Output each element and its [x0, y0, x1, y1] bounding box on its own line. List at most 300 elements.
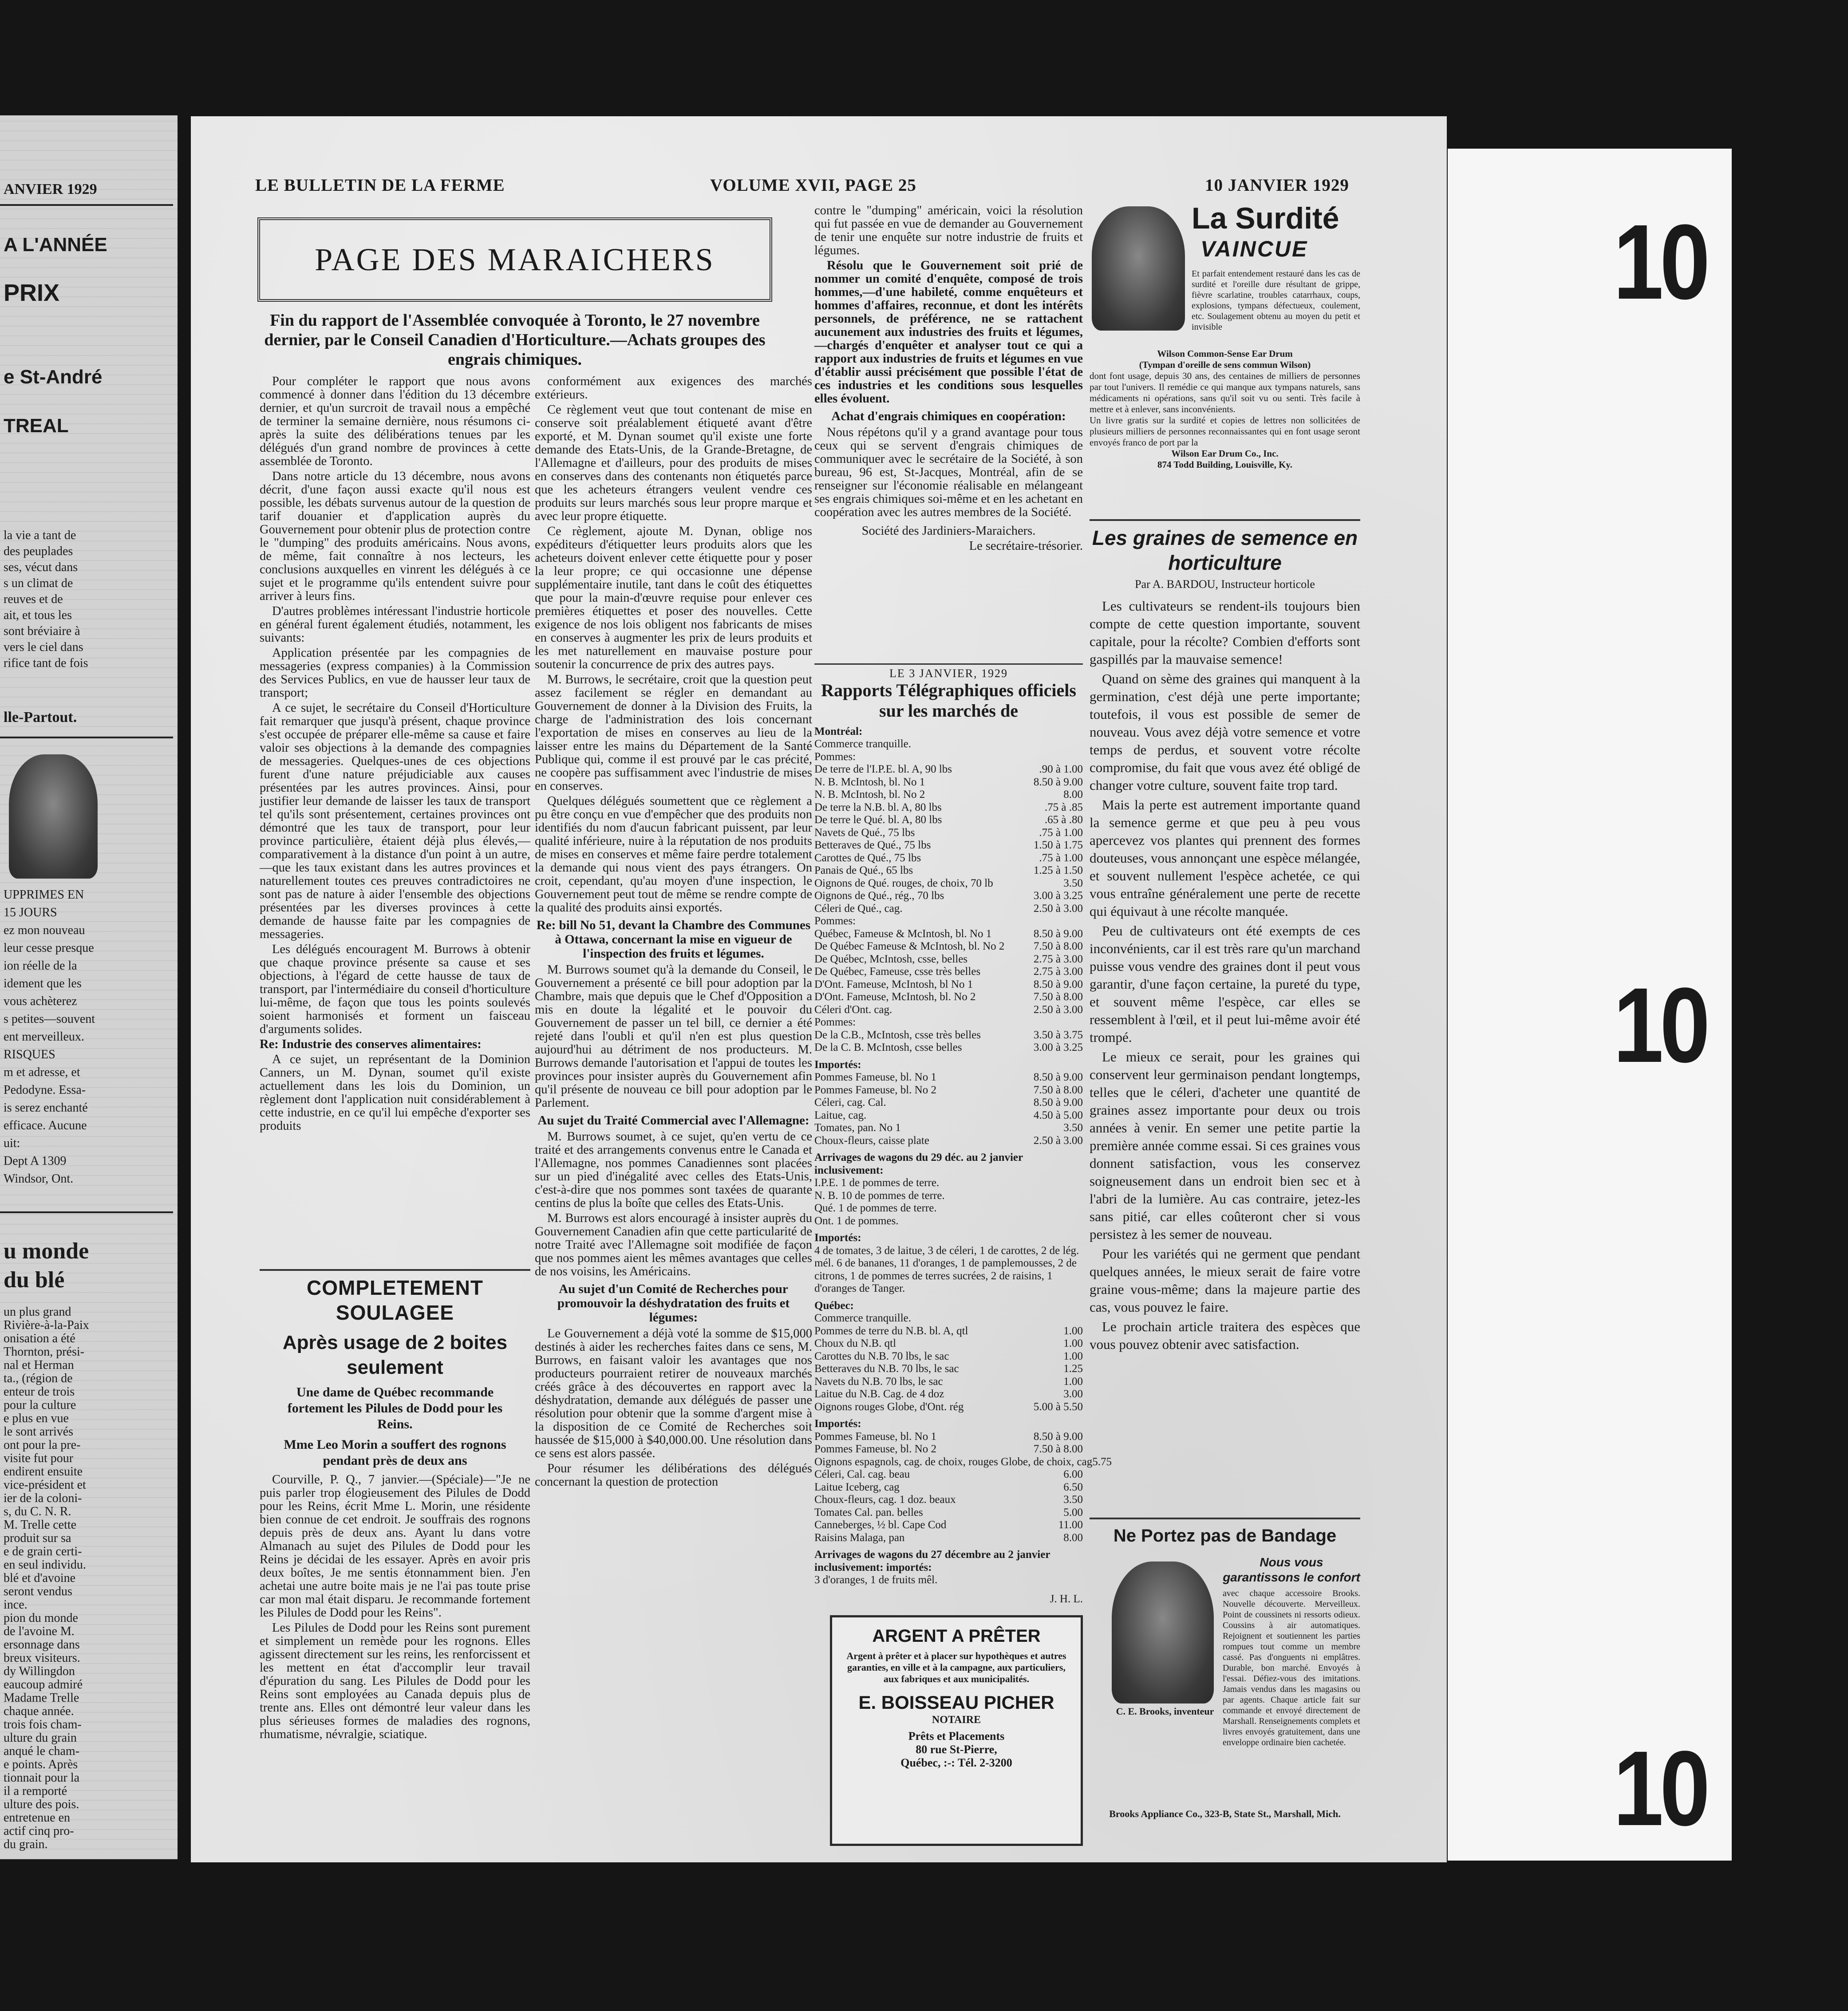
- article-paragraph: Peu de cultivateurs ont été exempts de ces inconvénients, car il est très rare qu'un marchand puisse vous vendre des graines dont il peut vous garantir, d'une façon certaine, la pureté du type, et souvent même l'espèce, car elles se ressemblent à l'œil, et il peut lui-même avoir été trompé.: [1090, 923, 1360, 1045]
- prev-header-1: A L'ANNÉE: [4, 234, 107, 256]
- row-product: D'Ont. Fameuse, McIntosh, bl No 1: [814, 978, 973, 990]
- bandage-advertisement: [1090, 1518, 1360, 1857]
- article-byline: Par A. BARDOU, Instructeur horticole: [1135, 578, 1315, 591]
- row-price: 7.50 à 8.00: [1033, 1443, 1083, 1455]
- row-price: .75 à 1.00: [1039, 826, 1083, 839]
- prev-text-line: ince.: [4, 1598, 28, 1612]
- row-product: Céleri de Qué., cag.: [814, 902, 903, 915]
- row-product: Choux-fleurs, caisse plate: [814, 1134, 929, 1147]
- column-2-paragraph: conformément aux exigences des marchés extérieurs.: [535, 375, 812, 402]
- section-title: PAGE DES MARAICHERS: [257, 217, 772, 302]
- column-1-paragraph: Dans notre article du 13 décembre, nous avons décrit, d'une façon aussi exacte qu'il nous est possible, les débats survenus autour de la question de tarif douanier et d'application auprès du Gouvernement pour obtenir plus de protection contre le "dumping" des produits américains. Nous avons, de même, fait connaître à nos lecteurs, les conclusions auxquelles en vinrent les délégués à ce sujet et le programme qu'ils entendent suivre pour arriver à leurs fins.: [260, 469, 530, 603]
- row-price: 8.50 à 9.00: [1033, 1430, 1083, 1443]
- row-product: Pommes:: [814, 915, 856, 927]
- table-row: [814, 928, 1083, 941]
- row-price: 1.50 à 1.75: [1033, 839, 1083, 851]
- prev-text-line: onisation a été: [4, 1332, 75, 1345]
- prev-text-line: le sont arrivés: [4, 1425, 74, 1439]
- prev-text-line: e plus en vue: [4, 1412, 69, 1425]
- page-number-middle: 10: [1613, 966, 1706, 1084]
- surdite-product: Wilson Common-Sense Ear Drum: [1157, 348, 1293, 359]
- prev-text-line: vers le ciel dans: [4, 640, 83, 654]
- table-row: [814, 1532, 1083, 1545]
- importes-3-table: [814, 1430, 1112, 1545]
- table-row: [814, 915, 1083, 928]
- prev-header-3: e St-André: [4, 366, 103, 388]
- bandage-text: avec chaque accessoire Brooks. Nouvelle découverte. Merveilleux. Point de coussinets ni ressorts odieux. Coussins à air automatiques. Rejoignent et soutiennent les parties rompues tout comme un membre cassé. Pas d'onguents ni emplâtres. Durable, bon marché. Envoyés à l'essai. Défiez-vous des imitations. Jamais vendus dans les magasins ou par agents. Chaque article fait sur commande et envoyé directement de Marshall. Renseignements complets et livres envoyés gratuitement, dans une enveloppe ordinaire bien cachetée.: [1223, 1589, 1360, 1747]
- row-price: 1.25 à 1.50: [1033, 864, 1083, 876]
- surdite-subtitle: VAINCUE: [1200, 237, 1308, 261]
- page-number-bottom: 10: [1613, 1729, 1706, 1848]
- argent-city: Québec, :-: Tél. 2-3200: [900, 1756, 1012, 1769]
- row-product: Choux du N.B. qtl: [814, 1337, 896, 1349]
- importes-3-label: Importés:: [814, 1418, 861, 1430]
- table-row: [814, 1071, 1083, 1084]
- column-3-heading: Achat d'engrais chimiques en coopération:: [831, 409, 1066, 423]
- column-2-heading-bill: Re: bill No 51, devant la Chambre des Communes à Ottawa, concernant la mise en vigueur de l'inspection des fruits et légumes.: [536, 918, 811, 961]
- table-row: [814, 1084, 1083, 1097]
- row-price: 3.50 à 3.75: [1033, 1029, 1083, 1041]
- table-row: [814, 1325, 1083, 1338]
- section-subtitle: Fin du rapport de l'Assemblée convoquée à Toronto, le 27 novembre dernier, par le Conseil Canadien d'Horticulture.—Achats groupes des engrais chimiques.: [264, 311, 766, 369]
- table-row: [814, 839, 1083, 852]
- prev-text-line: e points. Après: [4, 1758, 78, 1771]
- row-product: D'Ont. Fameuse, McIntosh, bl. No 2: [814, 991, 976, 1003]
- prev-text-line: blé et d'avoine: [4, 1571, 76, 1585]
- prev-text-line: Thornton, prési-: [4, 1345, 84, 1359]
- row-product: N. B. McIntosh, bl. No 1: [814, 776, 925, 788]
- table-row: [814, 1455, 1112, 1469]
- table-row: [814, 738, 1083, 751]
- row-product: Laitue du N.B. Cag. de 4 doz: [814, 1388, 944, 1400]
- prev-ad-line: ion réelle de la: [4, 959, 77, 973]
- column-2-paragraph: Ce règlement veut que tout contenant de mise en conserve soit préalablement étiqueté avant d'être exporté, et M. Dynan soumet qu'il existe une forte demande des Etats-Unis, de la Grande-Bretagne, de l'Allemagne et d'ailleurs, pour des produits de mises en conserves dans des contenants non étiquetés parce que les acheteurs étrangers veulent vendre ces produits sur leurs marchés sous leur propre marque et avec leur propre étiquette.: [535, 403, 812, 523]
- foot-illustration: [9, 754, 98, 879]
- row-product: De terre de l'I.P.E. bl. A, 90 lbs: [814, 763, 952, 775]
- row-product: Navets du N.B. 70 lbs, le sac: [814, 1375, 943, 1388]
- row-price: 1.25: [1063, 1363, 1083, 1375]
- bandage-caption: C. E. Brooks, inventeur: [1116, 1706, 1214, 1717]
- column-1-paragraph: D'autres problèmes intéressant l'industrie horticole en général furent également étudiés, notamment, les suivants:: [260, 604, 530, 645]
- dodd-paragraph-1: Courville, P. Q., 7 janvier.—(Spéciale)—"Je ne puis parler trop élogieusement des Pilules de Dodd pour les Reins, écrit Mme L. Morin, une résidente bien connue de cet endroit. Je souffrais des rognons depuis près de deux ans. Ayant lu dans votre Almanach au sujet des Pilules de Dodd pour les Reins je décidai de les essayer. Après en avoir pris deux boîtes, Je me sentis étonnamment bien. J'en achetai une autre boite mais je ne l'ai pas toute prise car mon mal était disparu. Je recommande fortement les Pilules de Dodd pour les Reins".: [260, 1473, 530, 1620]
- column-3-paragraph: Nous répétons qu'il y a grand avantage pour tous ceux qui se servent d'engrais chimiques de communiquer avec le secrétaire de la Société, à son bureau, 96 est, St-Jacques, Montréal, afin de se renseigner sur l'économie réalisable en mélangeant ses engrais chimiques soi-même et en les achetant en coopération avec les autres membres de la Société.: [814, 426, 1083, 519]
- prev-text-line: s un climat de: [4, 576, 73, 590]
- table-row: [814, 1109, 1083, 1122]
- dodd-subheadline: Une dame de Québec recommande fortement les Pilules de Dodd pour les Reins.: [287, 1385, 503, 1431]
- prev-ad-line: Pedodyne. Essa-: [4, 1083, 86, 1097]
- row-product: Tomates Cal. pan. belles: [814, 1506, 923, 1518]
- surdite-company: Wilson Ear Drum Co., Inc.: [1171, 448, 1279, 459]
- quebec-table: [814, 1312, 1083, 1413]
- prev-ad-line: vous achèterez: [4, 994, 77, 1008]
- row-price: .75 à 1.00: [1039, 852, 1083, 864]
- man-listening-illustration: [1092, 206, 1185, 331]
- row-price: 8.50 à 9.00: [1033, 978, 1083, 990]
- table-row: [814, 864, 1083, 877]
- row-price: 8.00: [1063, 789, 1083, 800]
- article-paragraph: Les cultivateurs se rendent-ils toujours bien compte de cette question importante, souvent capitale, pour la récolte? Combien d'efforts sont gaspillés par la mauvaise semence!: [1090, 598, 1360, 667]
- divider: [0, 737, 173, 738]
- prev-text-line: anqué le cham-: [4, 1744, 80, 1758]
- table-row: [814, 877, 1083, 890]
- column-1-heading: Re: Industrie des conserves alimentaires:: [260, 1037, 482, 1051]
- surdite-product-fr: (Tympan d'oreille de sens commun Wilson): [1139, 359, 1311, 370]
- prev-ad-line: s petites—souvent: [4, 1012, 95, 1026]
- row-price: 3.50: [1063, 877, 1083, 889]
- row-price: 2.75 à 3.00: [1033, 953, 1083, 965]
- row-price: .75 à .85: [1044, 801, 1083, 813]
- column-2-heading-comite: Au sujet d'un Comité de Recherches pour promouvoir la déshydratation des fruits et légumes:: [557, 1282, 790, 1325]
- surdite-text: Et parfait entendement restauré dans les cas de surdité et l'oreille dure résultant de grippe, fièvre scarlatine, troubles catarrhaux, coups, explosions, tympans défectueux, coulement, etc. Soulagement obtenu au moyen du petit et invisible: [1192, 269, 1360, 332]
- table-row: [814, 978, 1083, 991]
- dodd-advertisement: [260, 1269, 530, 1870]
- table-row: [814, 903, 1083, 915]
- prev-text-line: nal et Herman: [4, 1358, 74, 1372]
- row-price: 8.50 à 9.00: [1033, 1071, 1083, 1083]
- portrait-illustration: [1112, 1561, 1214, 1703]
- table-row: [814, 1519, 1083, 1532]
- prev-text-line: pour la culture: [4, 1398, 76, 1412]
- article-paragraph: Quand on sème des graines qui manquent à la germination, c'est déjà une perte importante; toutefois, il vous est possible de semer de nouveau. Vous avez déjà votre semence et votre temps de perdus, et souvent votre récolte compromise, du fait que vous avez été obligé de changer votre culture, souvent faite trop tard.: [1090, 671, 1360, 793]
- table-row: [814, 751, 1083, 764]
- table-row: [814, 1401, 1083, 1414]
- table-row: [814, 801, 1083, 814]
- previous-page: [0, 115, 178, 1859]
- column-1-paragraph: A ce sujet, le secrétaire du Conseil d'Horticulture fait remarquer que jusqu'à présent, chaque province s'est occupée de préparer elle-même sa cause et faire valoir ses objections à la demande des compagnies de messageries. Quelques-unes de ces objections furent d'une nature préjudiciable aux causes présentées par les autres provinces. Ainsi, pour justifier leur demande de laisser les taux de transport tel qu'ils sont présentement, certaines provinces ont démontré que les taux de transport, pour leur province particulière, étaient déjà plus élevés,—comparativement à la distance d'un point à un autre,—que les taux existant dans les autres provinces et naturellement toutes ces preuves contradictoires ne sont pas de nature à aider l'ensemble des objections présentées par les diverses provinces à cette demande de hausse faite par les compagnies de messageries.: [260, 701, 530, 941]
- prev-text-line: vice-président et: [4, 1478, 86, 1492]
- table-row: [814, 1431, 1083, 1443]
- prev-ad-line: Dept A 1309: [4, 1154, 67, 1168]
- column-4: [1090, 519, 1360, 1515]
- prev-ad-line: idement que les: [4, 977, 82, 990]
- column-1: [260, 375, 530, 1205]
- table-row: [814, 763, 1083, 776]
- row-product: Québec, Fameuse & McIntosh, bl. No 1: [814, 927, 992, 940]
- prev-text-line: ses, vécut dans: [4, 560, 78, 574]
- argent-address: 80 rue St-Pierre,: [916, 1743, 997, 1756]
- prev-text-line: ta., (région de: [4, 1372, 73, 1385]
- table-row: [814, 1481, 1083, 1494]
- prev-text-line: tionnait pour la: [4, 1771, 80, 1785]
- article-paragraphs: [1090, 597, 1360, 1353]
- masthead-center: VOLUME XVII, PAGE 25: [710, 176, 916, 195]
- article-title: Les graines de semence en horticulture: [1092, 526, 1358, 574]
- column-1-paragraphs: [260, 375, 530, 1036]
- market-report: [814, 663, 1112, 1605]
- prev-text-line: reuves et de: [4, 592, 63, 606]
- row-product: Oignons rouges Globe, d'Ont. rég: [814, 1400, 964, 1413]
- table-row: [814, 789, 1083, 801]
- arrivages-2-text: 3 d'oranges, 1 de fruits mêl.: [814, 1574, 938, 1586]
- prev-text-line: ier de la coloni-: [4, 1491, 82, 1505]
- row-product: Céleri, Cal. cag. beau: [814, 1468, 910, 1480]
- prev-ad-line: m et adresse, et: [4, 1065, 80, 1079]
- row-product: Pommes de terre du N.B. bl. A, qtl: [814, 1325, 968, 1337]
- column-2-paragraph: M. Burrows, le secrétaire, croit que la question peut assez facilement se régler en demandant au Gouvernement de donner à la Division des Fruits, la charge de l'administration des lois concernant l'exportation de mises en conserves au lieu de la laisser entre les mains du Département de la Santé Publique qui, comme il est prouvé par le cas précité, ne coopère pas suffisamment avec l'industrie de mises en conserves.: [535, 673, 812, 793]
- prev-text-line: endirent ensuite: [4, 1465, 83, 1479]
- prev-text-line: entretenue en: [4, 1811, 71, 1825]
- row-product: Commerce tranquille.: [814, 1312, 911, 1324]
- prev-text-line: chaque année.: [4, 1704, 74, 1718]
- prev-ad-line: uit:: [4, 1136, 20, 1150]
- table-row: [814, 1122, 1083, 1135]
- row-product: Commerce tranquille.: [814, 738, 911, 750]
- column-2-paragraphs: [535, 375, 812, 915]
- prev-title-2: u monde: [4, 1238, 89, 1264]
- column-2-paragraph-bill: M. Burrows soumet qu'à la demande du Conseil, le Gouvernement a présenté ce bill pour adoption par la Chambre, mais que depuis que le Chef d'Opposition a mis en doute la légalité et le pouvoir du Gouvernement de passer un tel bill, ce dernier a été rejeté dans l'oubli et qu'il n'en est plus question aujourd'hui au détriment de nos producteurs. M. Burrows demande l'autorisation et l'appui de toutes les provinces pour insister auprès du Gouvernement afin qu'il présente de nouveau ce bill pour adoption par le Parlement.: [535, 963, 812, 1110]
- row-product: Pommes Fameuse, bl. No 2: [814, 1084, 936, 1096]
- table-row: [814, 890, 1083, 903]
- row-price: 8.50 à 9.00: [1033, 776, 1083, 788]
- article-paragraph: Pour les variétés qui ne germent que pendant quelques années, le mieux serait de faire votre graine vous-même; dans la majeure partie des cas, vous pouvez le faire.: [1090, 1246, 1360, 1315]
- row-product: De terre la N.B. bl. A, 80 lbs: [814, 801, 942, 813]
- article-paragraph: Mais la perte est autrement importante quand la semence germe et que peu à peu vous apercevez vos plantes qui prennent des formes douteuses, vous annonçant une espèce mélangée, et souvent nullement l'espèce achetée, ce qui vous entraîne généralement une perte de recette qui équivaut à une récolte manquée.: [1090, 797, 1360, 919]
- table-row: [814, 827, 1083, 840]
- row-product: Laitue, cag.: [814, 1109, 867, 1121]
- prev-text-line: ont pour la pre-: [4, 1438, 81, 1452]
- prev-text-line: ait, et tous les: [4, 608, 72, 622]
- row-price: 3.50: [1063, 1494, 1083, 1506]
- argent-name: E. BOISSEAU PICHER: [858, 1692, 1054, 1713]
- prev-text-line: trois fois cham-: [4, 1718, 82, 1731]
- table-row: [814, 1337, 1083, 1350]
- importes-2-text: 4 de tomates, 3 de laitue, 3 de céleri, 1 de carottes, 2 de lég. mél. 6 de bananes, 11 d'oranges, 1 de pamplemousses, 2 de citrons, 1 de pommes de terres sucrées, 2 de raisins, 1 d'oranges de Tanger.: [814, 1244, 1079, 1294]
- row-price: 1.00: [1063, 1337, 1083, 1349]
- row-product: De la C. B. McIntosh, csse belles: [814, 1041, 962, 1053]
- prev-text-line: seront vendus: [4, 1585, 72, 1598]
- row-price: 8.50 à 9.00: [1033, 1096, 1083, 1108]
- row-product: Pommes Fameuse, bl. No 2: [814, 1443, 936, 1455]
- table-row: [814, 1350, 1083, 1363]
- row-product: De Québec, Fameuse, csse très belles: [814, 966, 981, 978]
- row-product: Pommes Fameuse, bl. No 1: [814, 1071, 936, 1083]
- divider: [0, 204, 173, 206]
- row-price: 3.00: [1063, 1388, 1083, 1400]
- prev-header-4: TREAL: [4, 415, 69, 437]
- prev-ad-line: ent merveilleux.: [4, 1030, 84, 1044]
- prev-text-line: ersonnage dans: [4, 1638, 80, 1652]
- importes-label: Importés:: [814, 1058, 861, 1071]
- prev-text-line: un plus grand: [4, 1305, 71, 1319]
- prev-text-line: e de grain certi-: [4, 1545, 82, 1558]
- row-price: 1.00: [1063, 1375, 1083, 1388]
- masthead-right: 10 JANVIER 1929: [1205, 176, 1349, 195]
- table-row: [814, 1004, 1083, 1017]
- prev-text-line: M. Trelle cette: [4, 1518, 77, 1532]
- prev-text-line: il a remporté: [4, 1784, 67, 1798]
- table-row: [814, 814, 1083, 827]
- prev-text-line: des peuplades: [4, 544, 73, 558]
- row-product: Canneberges, ½ bl. Cape Cod: [814, 1519, 947, 1531]
- row-product: Céleri d'Ont. cag.: [814, 1003, 892, 1016]
- prev-text-line: Madame Trelle: [4, 1691, 79, 1705]
- prev-text-line: rifice tant de fois: [4, 656, 88, 670]
- column-2-paragraph-traite-1: M. Burrows soumet, à ce sujet, qu'en vertu de ce traité et des arrangements convenus entre le Canada et l'Allemagne, nos pommes Canadiennes sont placées sur un pied d'inégalité avec celles des Etats-Unis, c'est-à-dire que nos pommes sont taxées de quarante centins de plus la boîte que celles des Etats-Unis.: [535, 1130, 812, 1210]
- column-1-paragraph-last: A ce sujet, un représentant de la Dominion Canners, un M. Dynan, soumet qu'il existe actuellement dans les lois du Dominion, un règlement dont l'application nuit considérablement à cette industrie, en ce qu'il lui empêche d'exporter ses produits: [260, 1053, 530, 1133]
- column-3: [814, 204, 1083, 630]
- row-product: Raisins Malaga, pan: [814, 1531, 905, 1544]
- prev-text-line: visite fut pour: [4, 1451, 74, 1465]
- divider: [0, 1211, 173, 1213]
- page-number-top: 10: [1613, 202, 1706, 321]
- surdite-body: [1090, 348, 1360, 470]
- row-price: 7.50 à 8.00: [1033, 940, 1083, 952]
- article-paragraph: Le mieux ce serait, pour les graines qui conservent leur germinaison pendant longtemps, telles que le céleri, d'acheter une quantité de graines assez importante pour deux ou trois années à venir. En semer une petite partie la première année comme essai. Si ces graines vous donnent satisfaction, vous les conservez soigneusement dans un endroit bien sec et à l'abri de la lumière. Au cas contraire, jetez-les sans pitié, car elles coûteront cher si vous persistez à les semer de nouveau.: [1090, 1049, 1360, 1242]
- argent-role: NOTAIRE: [932, 1714, 981, 1726]
- prev-text-line: enteur de trois: [4, 1385, 75, 1399]
- row-product: Panais de Qué., 65 lbs: [814, 864, 913, 876]
- prev-date: ANVIER 1929: [4, 181, 97, 197]
- arrivages-1-label: Arrivages de wagons du 29 déc. au 2 janvier inclusivement:: [814, 1151, 1023, 1176]
- row-product: Tomates, pan. No 1: [814, 1122, 901, 1134]
- society-secretary: Le secrétaire-trésorier.: [969, 539, 1083, 553]
- bandage-company: Brooks Appliance Co., 323-B, State St., Marshall, Mich.: [1109, 1808, 1341, 1819]
- row-price: 8.00: [1063, 1531, 1083, 1544]
- column-2-paragraph-comite-2: Pour résumer les délibérations des délégués concernant la question de protection: [535, 1462, 812, 1489]
- prev-ad-line: ez mon nouveau: [4, 923, 85, 937]
- prev-ad-line: Windsor, Ont.: [4, 1172, 74, 1186]
- importes-2-label: Importés:: [814, 1232, 861, 1244]
- dodd-paragraph-2: Les Pilules de Dodd pour les Reins sont purement et simplement un remède pour les rognons. Elles agissent directement sur les reins, les renforcissent et les mettent en état d'accomplir leur travail d'épuration du sang. Les Pilules de Dodd pour les Reins sont employées au Canada depuis plus de trente ans. Elles ont démontré leur valeur dans les plus sérieuses formes de maladies des rognons, rhumatisme, névralgie, sciatique.: [260, 1621, 530, 1741]
- arrivages-1-list: [814, 1177, 1083, 1227]
- montreal-table: [814, 738, 1083, 1054]
- prev-ad-line: RISQUES: [4, 1048, 55, 1061]
- table-row: [814, 1312, 1083, 1325]
- bandage-title: Ne Portez pas de Bandage: [1113, 1526, 1337, 1546]
- table-row: [814, 776, 1083, 789]
- prev-text-line: produit sur sa: [4, 1531, 71, 1545]
- prev-text-line: ulture du grain: [4, 1731, 77, 1745]
- column-1-paragraph: Pour compléter le rapport que nous avons commencé à donner dans l'édition du 13 décembre dernier, et qu'un surcroit de travail nous a empêché de terminer la semaine dernière, nous résumons ci-après la suite des délibérations tenues par les délégués d'un grand nombre de provinces à cette assemblée de Toronto.: [260, 375, 530, 468]
- prev-signature: lle-Partout.: [4, 709, 77, 726]
- row-price: 2.50 à 3.00: [1033, 1134, 1083, 1147]
- surdite-address: 874 Todd Building, Louisville, Ky.: [1157, 459, 1293, 470]
- row-price: 3.50: [1063, 1122, 1083, 1134]
- prev-ad-line: 15 JOURS: [4, 906, 57, 919]
- table-row: [814, 1468, 1083, 1481]
- row-product: De terre le Qué. bl. A, 80 lbs: [814, 814, 942, 826]
- row-price: 2.50 à 3.00: [1033, 1003, 1083, 1016]
- prev-ad-line: efficace. Aucune: [4, 1119, 87, 1132]
- row-product: Oignons de Qué., rég., 70 lbs: [814, 890, 944, 902]
- prev-header-2: PRIX: [4, 280, 60, 306]
- prev-text-line: la vie a tant de: [4, 528, 76, 542]
- table-row: [814, 940, 1083, 953]
- table-row: [814, 1363, 1083, 1376]
- row-price: .65 à .80: [1044, 814, 1083, 826]
- row-product: De la C.B., McIntosh, csse très belles: [814, 1029, 981, 1041]
- row-product: Pommes:: [814, 1016, 856, 1028]
- row-price: 1.00: [1063, 1325, 1083, 1337]
- row-price: 5.75: [1092, 1455, 1112, 1468]
- row-product: Pommes:: [814, 750, 856, 763]
- prev-text-line: s, du C. N. R.: [4, 1505, 71, 1518]
- table-row: [814, 966, 1083, 978]
- argent-services: Prêts et Placements: [908, 1730, 1005, 1743]
- report-initials: J. H. L.: [1050, 1593, 1083, 1605]
- table-row: [814, 1494, 1083, 1506]
- argent-title: ARGENT A PRÊTER: [872, 1626, 1041, 1646]
- article-paragraph: Le prochain article traitera des espèces que vous pouvez obtenir avec satisfaction.: [1090, 1319, 1360, 1352]
- row-price: 7.50 à 8.00: [1033, 1084, 1083, 1096]
- row-price: .90 à 1.00: [1039, 763, 1083, 775]
- row-price: 8.50 à 9.00: [1033, 927, 1083, 940]
- row-product: Pommes Fameuse, bl. No 1: [814, 1430, 936, 1443]
- quebec-label: Québec:: [814, 1299, 854, 1312]
- prev-text-line: de l'avoine M.: [4, 1625, 75, 1638]
- column-1-paragraph: Les délégués encouragent M. Burrows à obtenir que chaque province présente sa cause et ses objections, à l'égard de cette hausse de taux de transport, par l'intermédiaire du conseil d'horticulture lui-même, de façon que tous les points soulevés soient harmonisés et forment un faisceau d'arguments solides.: [260, 942, 530, 1036]
- bandage-slogan: Nous vous garantissons le confort: [1223, 1555, 1360, 1584]
- surdite-text-2: dont font usage, depuis 30 ans, des centaines de milliers de personnes par tout l'univers. Il remédie ce qui manque aux tympans naturels, sans médicaments ni opérations, sans qu'il soit vu ou senti. Très facile à mettre et à enlever, sans inconvénients.: [1090, 371, 1360, 414]
- row-product: Betteraves du N.B. 70 lbs, le sac: [814, 1363, 959, 1375]
- prev-text-line: actif cinq pro-: [4, 1824, 74, 1838]
- row-price: 7.50 à 8.00: [1033, 991, 1083, 1003]
- surdite-title: La Surdité: [1192, 201, 1339, 235]
- masthead-left: LE BULLETIN DE LA FERME: [255, 176, 505, 195]
- column-2-heading-traite: Au sujet du Traité Commercial avec l'Allemagne:: [537, 1113, 809, 1128]
- prev-text-line: en seul individu.: [4, 1558, 86, 1572]
- prev-text-line: Rivière-à-la-Paix: [4, 1318, 89, 1332]
- row-price: 1.00: [1063, 1350, 1083, 1362]
- table-row: [814, 953, 1083, 966]
- prev-text-line: du grain.: [4, 1838, 48, 1851]
- row-product: Choux-fleurs, cag. 1 doz. beaux: [814, 1494, 956, 1506]
- table-row: [814, 1096, 1083, 1109]
- row-product: Oignons de Qué. rouges, de choix, 70 lb: [814, 877, 993, 889]
- table-row: [814, 1506, 1083, 1519]
- importes-table: [814, 1071, 1083, 1147]
- row-price: 6.00: [1063, 1468, 1083, 1480]
- row-product: Betteraves de Qué., 75 lbs: [814, 839, 931, 851]
- arrivages-2-label: Arrivages de wagons du 27 décembre au 2 janvier inclusivement: importés:: [814, 1549, 1050, 1573]
- row-price: 2.50 à 3.00: [1033, 902, 1083, 915]
- prev-ad-line: UPPRIMES EN: [4, 888, 84, 902]
- table-row: [814, 1376, 1083, 1388]
- row-price: 3.00 à 3.25: [1033, 1041, 1083, 1053]
- column-2-paragraph: Quelques délégués soumettent que ce règlement a pu être conçu en vue d'empêcher que des produits non identifiés du nom d'aucun fabricant puissent, par leur qualité inférieure, nuire à la réputation de nos produits de mises en conserves et même faire perdre totalement la demande qui nous vient des pays étrangers. On croit, cependant, qu'au moyen d'une inspection, le Gouvernement peut tout de même se rendre compte de la qualité des produits ainsi exportés.: [535, 794, 812, 915]
- row-product: Oignons espagnols, cag. de choix, rouges Globe, de choix, cag: [814, 1455, 1093, 1468]
- list-item: Qué. 1 de pommes de terre.: [814, 1202, 937, 1214]
- dodd-title: COMPLETEMENT SOULAGEE: [307, 1276, 483, 1324]
- list-item: N. B. 10 de pommes de terre.: [814, 1189, 945, 1202]
- row-product: Carottes du N.B. 70 lbs, le sac: [814, 1350, 949, 1362]
- table-row: [814, 1388, 1083, 1401]
- column-1-paragraph: Application présentée par les compagnies de messageries (express companies) à la Commission des Services Publics, en vue de hausser leur taux de transport;: [260, 646, 530, 700]
- row-price: 4.50 à 5.00: [1033, 1109, 1083, 1121]
- column-3-top-paragraph: contre le "dumping" américain, voici la résolution qui fut passée en vue de demander au Gouvernement de tenir une enquête sur notre industrie de fruits et légumes.: [814, 204, 1083, 257]
- row-price: 5.00 à 5.50: [1033, 1400, 1083, 1413]
- table-row: [814, 1443, 1083, 1456]
- resolution-paragraph: Résolu que le Gouvernement soit prié de nommer un comité d'enquête, composé de trois hommes,—d'une habileté, comme enquêteurs et hommes d'affaires, reconnue, et dont les intérêts personnels, de préférence, ne se rattachent aucunement aux industries des fruits et légumes,—chargés d'enquêter et analyser tout ce qui a rapport aux industries de fruits et légumes en vue d'établir aussi précisément que possible l'état de ces industries et les conditions sous lesquelles elles évoluent.: [814, 259, 1083, 406]
- table-row: [814, 852, 1083, 865]
- prev-text-line: ulture des pois.: [4, 1798, 79, 1811]
- row-price: 2.75 à 3.00: [1033, 966, 1083, 978]
- column-2-paragraph-comite-1: Le Gouvernement a déjà voté la somme de $15,000 destinés à aider les recherches faites dans ce sens, M. Burrows, en faisant valoir les avantages que nos producteurs pourraient retirer de nouveaux marchés créés grâce à des découvertes en rapport avec la déshydratation, demande aux délégués de passer une résolution pour obtenir que la somme d'argent mise à la disposition de ce Comité de Recherches soit haussée de $15,000 à $40,000.00. Une résolution dans ce sens est alors passée.: [535, 1327, 812, 1460]
- column-2-paragraph-traite-2: M. Burrows est alors encouragé à insister auprès du Gouvernement Canadien afin que cette particularité de notre Traité avec l'Allemagne soit modifiée de façon que nos pommes aient les mêmes avantages que celles de nos voisins, les Américains.: [535, 1211, 812, 1278]
- surdite-advertisement: [1090, 202, 1360, 508]
- list-item: Ont. 1 de pommes.: [814, 1214, 899, 1227]
- row-product: N. B. McIntosh, bl. No 2: [814, 789, 925, 800]
- row-product: De Québec, McIntosh, csse, belles: [814, 953, 968, 965]
- report-title: Rapports Télégraphiques officiels sur les marchés de: [821, 680, 1076, 721]
- row-product: Carottes de Qué., 75 lbs: [814, 852, 921, 864]
- row-product: Laitue Iceberg, cag: [814, 1481, 900, 1493]
- report-date: LE 3 JANVIER, 1929: [889, 667, 1008, 680]
- prev-ad-line: is serez enchanté: [4, 1101, 88, 1115]
- argent-advertisement: [830, 1615, 1083, 1846]
- prev-ad-line: leur cesse presque: [4, 941, 94, 955]
- table-row: [814, 1029, 1083, 1042]
